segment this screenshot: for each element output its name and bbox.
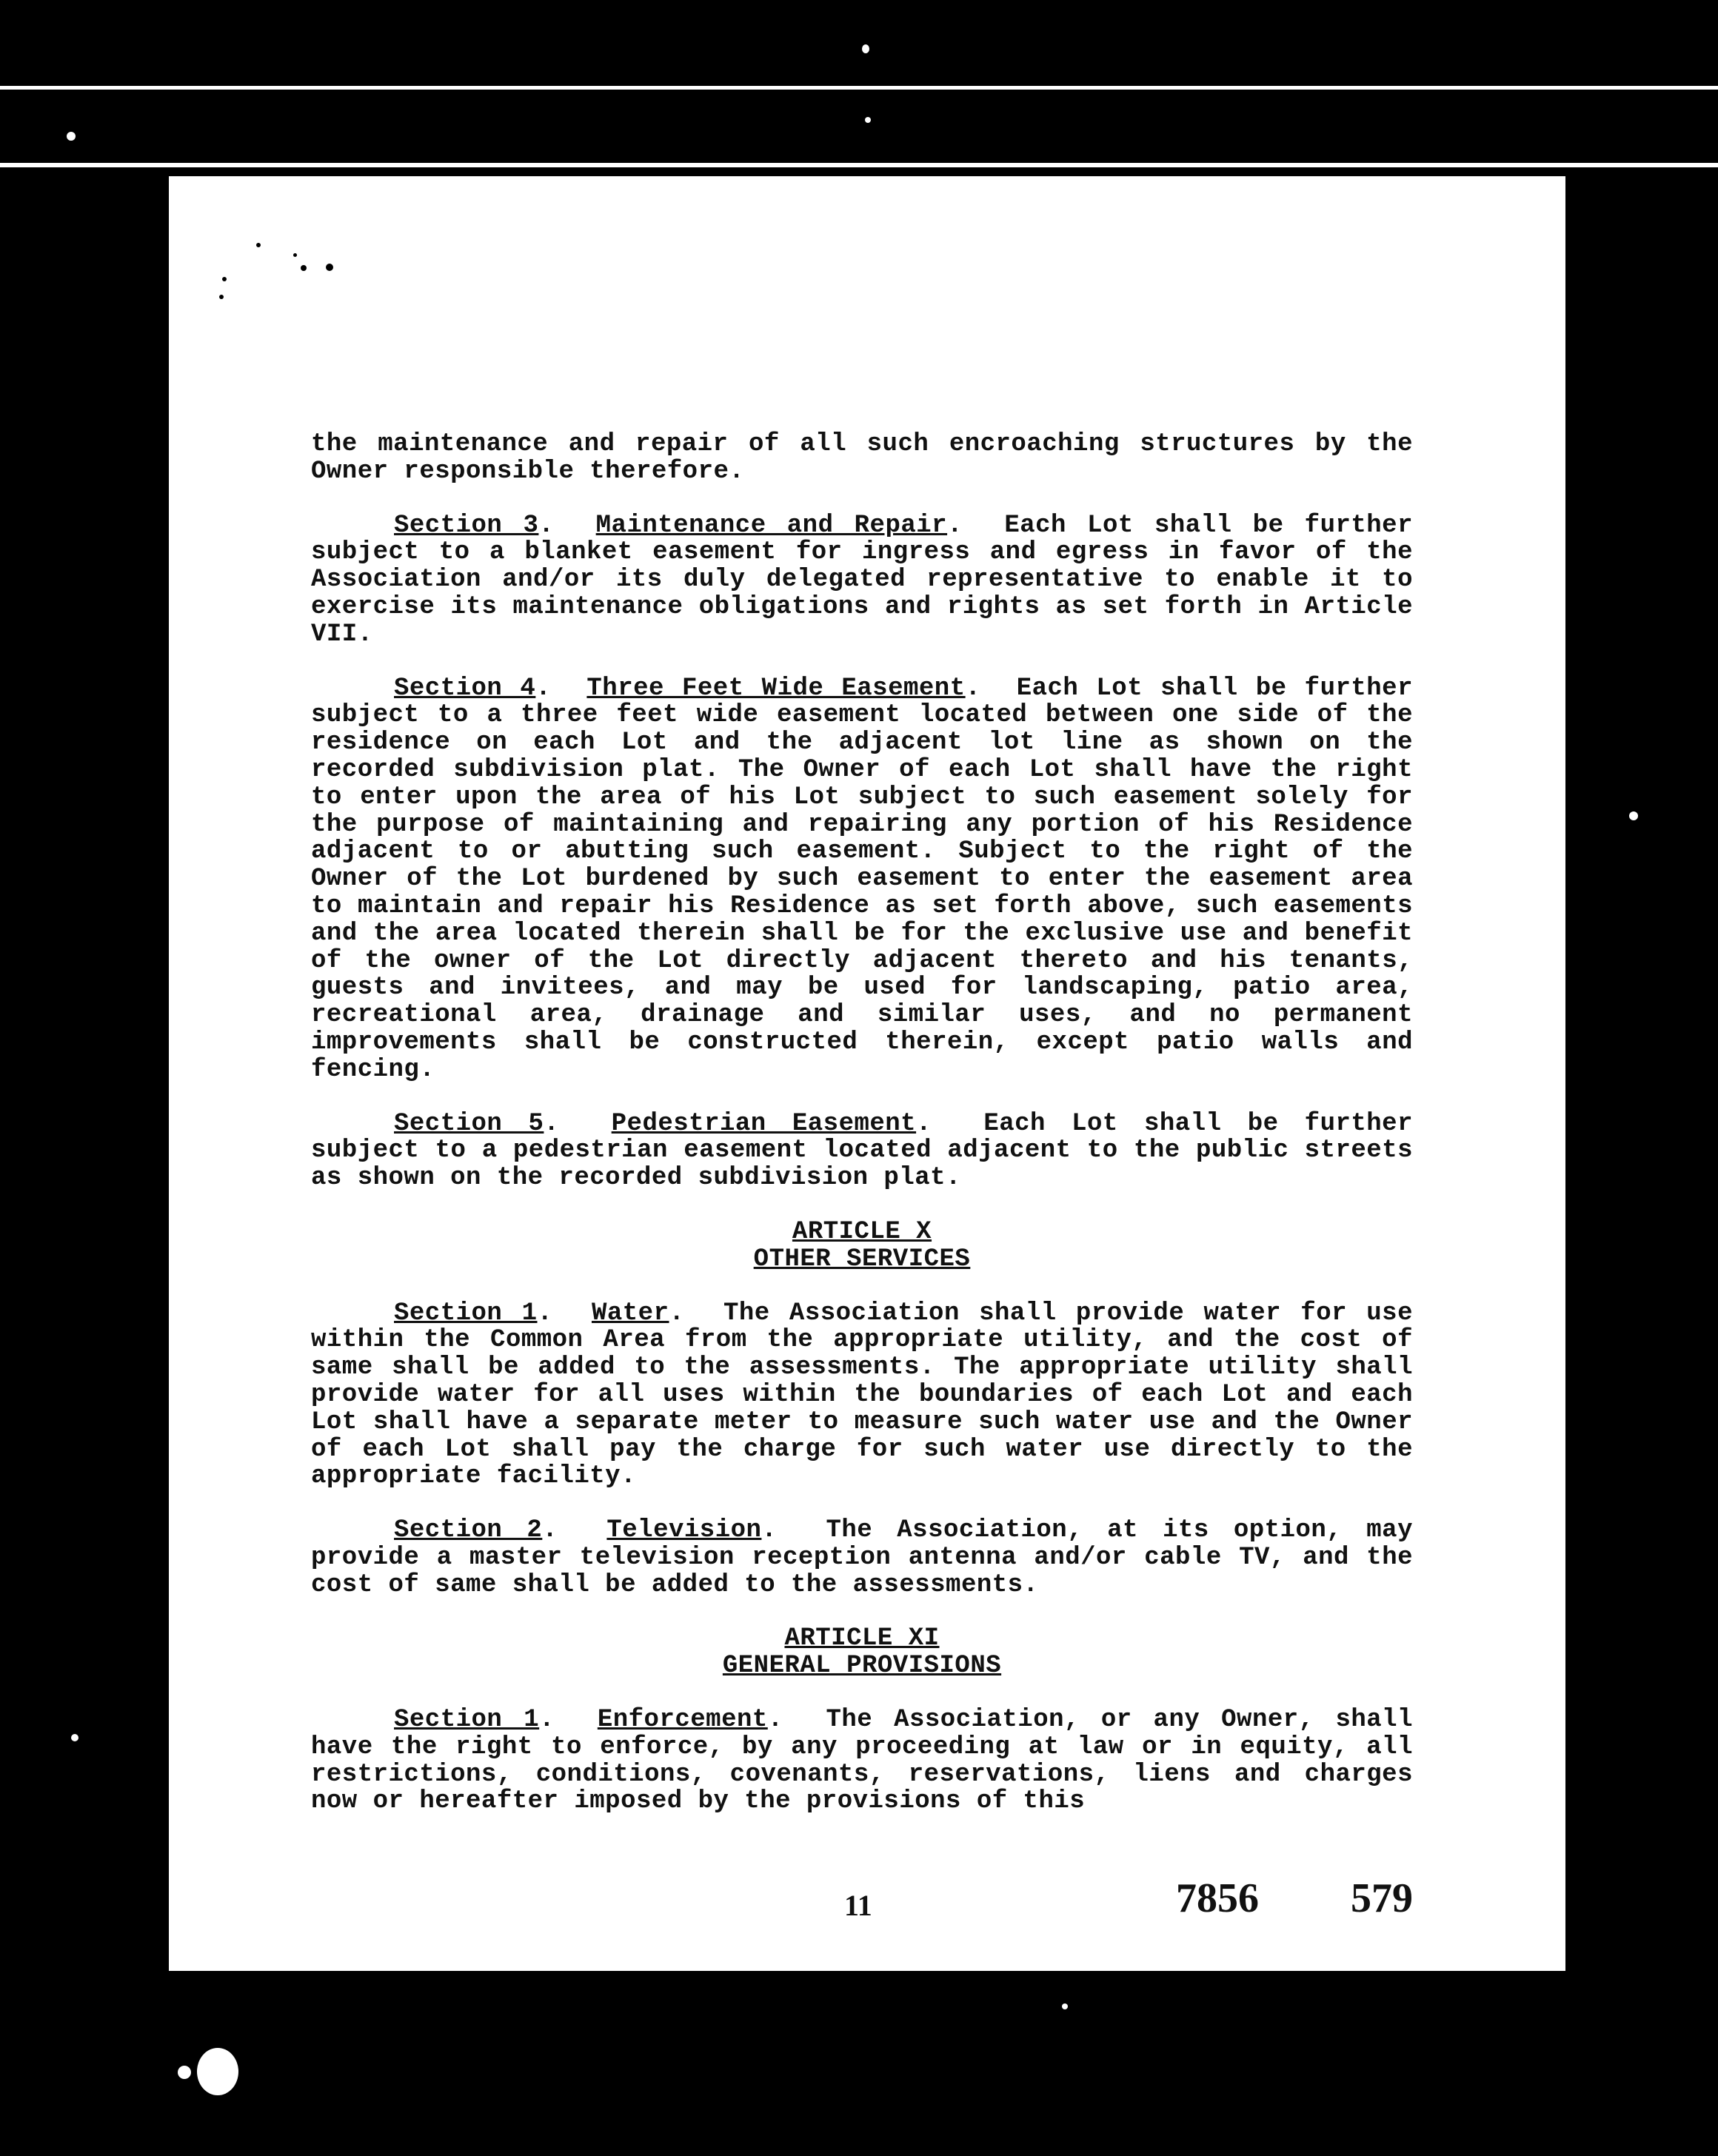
scan-speck bbox=[71, 1734, 78, 1741]
article-title: GENERAL PROVISIONS bbox=[722, 1652, 1002, 1681]
document-body bbox=[311, 431, 1413, 1842]
section-body: The Association, at its option, may provide a master television reception antenna and/or cable TV, and the cost of same shall be added to the assessments. bbox=[311, 1516, 1413, 1599]
scan-speck bbox=[862, 44, 869, 53]
scan-border-line bbox=[0, 163, 1718, 167]
scan-speck bbox=[1062, 2003, 1068, 2009]
section-number: Section 1 bbox=[394, 1706, 540, 1735]
article-heading bbox=[311, 1625, 1413, 1680]
section-body: The Association shall provide water for use within the Common Area from the appropriate utility, and the cost of same shall be added to the assessments. The appropriate utility shall provide water for all uses within the boundaries of each Lot and each Lot shall have a separate meter to measure such water use and the Owner of each Lot shall pay the charge for such water use directly to the appropriate facility. bbox=[311, 1299, 1413, 1491]
scan-border-line bbox=[0, 86, 1718, 90]
section-title: Maintenance and Repair bbox=[595, 511, 948, 540]
scan-speck bbox=[326, 264, 333, 271]
section-number: Section 5 bbox=[394, 1109, 544, 1138]
article-title: OTHER SERVICES bbox=[753, 1245, 971, 1273]
section-title: Three Feet Wide Easement bbox=[586, 674, 966, 703]
section-paragraph: Section 5. Pedestrian Easement. Each Lot shall be further subject to a pedestrian easement located adjacent to the public streets as shown on the recorded subdivision plat. bbox=[311, 1109, 1413, 1193]
book-number: 7856 bbox=[1176, 1875, 1259, 1921]
scan-speck bbox=[301, 265, 307, 271]
article-heading bbox=[311, 1219, 1413, 1273]
section-title: Water bbox=[591, 1299, 669, 1328]
section-paragraph: Section 1. Enforcement. The Association, or any Owner, shall have the right to enforce, by any proceeding at law or in equity, all restrictions, conditions, covenants, reservations, liens and charges now or hereafter imposed by the provisions of this bbox=[311, 1706, 1413, 1816]
recording-page-number: 579 bbox=[1351, 1875, 1413, 1921]
scan-speck bbox=[865, 117, 871, 123]
section-paragraph: Section 4. Three Feet Wide Easement. Each Lot shall be further subject to a three feet wide easement located between one side of the residence on each Lot and the adjacent lot line as shown on the recorded subdivision plat. The Owner of each Lot shall have the right to enter upon the area of his Lot subject to such easement solely for the purpose of maintaining and repairing any portion of his Residence adjacent to or abutting such easement. Subject to the right of the Owner of the Lot burdened by such easement to enter the easement area to maintain and repair his Residence as set forth above, such easements and the area located therein shall be for the exclusive use and benefit of the owner of the Lot directly adjacent thereto and his tenants, guests and invitees, and may be used for landscaping, patio area, recreational area, drainage and similar uses, and no permanent improvements shall be constructed therein, except patio walls and fencing. bbox=[311, 674, 1413, 1084]
scan-speck bbox=[197, 2048, 238, 2095]
article-label: ARTICLE XI bbox=[784, 1624, 940, 1653]
scan-speck bbox=[67, 132, 76, 141]
section-number: Section 1 bbox=[394, 1299, 538, 1328]
section-title: Television bbox=[606, 1516, 762, 1545]
section-number: Section 2 bbox=[394, 1516, 543, 1545]
section-paragraph: Section 1. Water. The Association shall provide water for use within the Common Area from the appropriate utility, and the cost of same shall be added to the assessments. The appropriate utility shall provide water for all uses within the boundaries of each Lot and each Lot shall have a separate meter to measure such water use and the Owner of each Lot shall pay the charge for such water use directly to the appropriate facility. bbox=[311, 1299, 1413, 1491]
scan-speck bbox=[293, 253, 297, 257]
scan-speck bbox=[256, 243, 261, 247]
section-title: Pedestrian Easement bbox=[611, 1109, 917, 1138]
section-number: Section 3 bbox=[394, 511, 539, 540]
section-body: The Association, or any Owner, shall have the right to enforce, by any proceeding at law or in equity, all restrictions, conditions, covenants, reservations, liens and charges now or hereafter imposed by the provisions of this bbox=[311, 1706, 1413, 1816]
scan-speck bbox=[222, 277, 227, 281]
section-body: Each Lot shall be further subject to a pedestrian easement located adjacent to the public streets as shown on the recorded subdivision plat. bbox=[311, 1109, 1413, 1193]
document-page bbox=[169, 176, 1565, 1971]
scan-speck bbox=[219, 295, 224, 299]
section-number: Section 4 bbox=[394, 674, 536, 703]
section-paragraph: Section 3. Maintenance and Repair. Each Lot shall be further subject to a blanket easement for ingress and egress in favor of the Association and/or its duly delegated representative to enable it to exercise its maintenance obligations and rights as set forth in Article VII. bbox=[311, 511, 1413, 649]
scan-speck bbox=[1629, 811, 1638, 820]
scan-speck bbox=[178, 2066, 191, 2079]
section-body: Each Lot shall be further subject to a blanket easement for ingress and egress in favor of the Association and/or its duly delegated representative to enable it to exercise its maintenance obligations and rights as set forth in Article VII. bbox=[311, 511, 1413, 649]
page-number: 11 bbox=[844, 1889, 872, 1922]
section-title: Enforcement bbox=[597, 1706, 768, 1735]
article-label: ARTICLE X bbox=[792, 1217, 932, 1246]
opening-paragraph: the maintenance and repair of all such encroaching structures by the Owner responsible therefore. bbox=[311, 430, 1413, 486]
section-paragraph: Section 2. Television. The Association, at its option, may provide a master television reception antenna and/or cable TV, and the cost of same shall be added to the assessments. bbox=[311, 1516, 1413, 1599]
section-body: Each Lot shall be further subject to a three feet wide easement located between one side of the residence on each Lot and the adjacent lot line as shown on the recorded subdivision plat. The Owner of each Lot shall have the right to enter upon the area of his Lot subject to such easement solely for the purpose of maintaining and repairing any portion of his Residence adjacent to or abutting such easement. Subject to the right of the Owner of the Lot burdened by such easement to enter the easement area to maintain and repair his Residence as set forth above, such easements and the area located therein shall be for the exclusive use and benefit of the owner of the Lot directly adjacent thereto and his tenants, guests and invitees, and may be used for landscaping, patio area, recreational area, drainage and similar uses, and no permanent improvements shall be constructed therein, except patio walls and fencing. bbox=[311, 674, 1413, 1084]
